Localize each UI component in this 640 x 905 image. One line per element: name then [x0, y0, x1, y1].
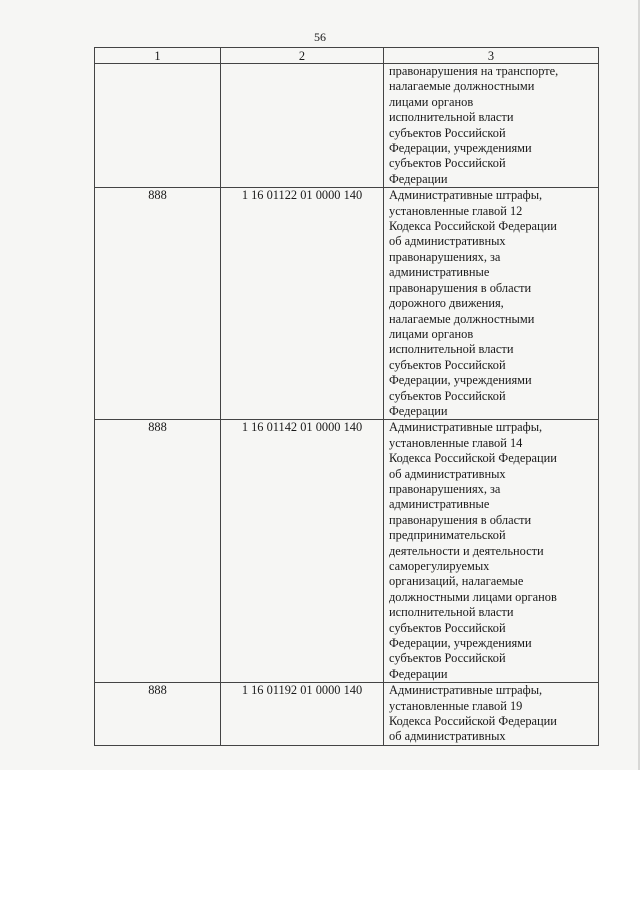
description-line: исполнительной власти [389, 605, 514, 620]
table-row [95, 188, 599, 420]
column-header-3: 3 [384, 48, 599, 64]
cell-budget-code: 1 16 01142 01 0000 140 [221, 420, 384, 683]
table-row [95, 64, 599, 188]
description-line: правонарушения в области [389, 280, 532, 295]
description-line: налагаемые должностными [389, 311, 535, 326]
description-line: правонарушениях, за [389, 249, 501, 264]
document-table [94, 47, 599, 746]
description-line: Административные штрафы, [389, 420, 543, 435]
description-line: субъектов Российской [389, 357, 506, 372]
table-header-row [95, 48, 599, 64]
cell-description [384, 683, 599, 746]
description-line: субъектов Российской [389, 388, 506, 403]
table-body [95, 64, 599, 746]
page-number: 56 [314, 30, 326, 44]
table-row [95, 683, 599, 746]
description-line: установленные главой 19 [389, 698, 523, 713]
description-line: правонарушениях, за [389, 481, 501, 496]
description-line: саморегулируемых [389, 559, 490, 573]
description-line: об административных [389, 234, 506, 249]
cell-description [384, 64, 599, 188]
description-line: Административные штрафы, [389, 188, 543, 203]
cell-budget-code: 1 16 01122 01 0000 140 [221, 188, 384, 420]
description-line: субъектов Российской [389, 620, 506, 635]
description-line: Кодекса Российской Федерации [389, 714, 557, 729]
description-line: об административных [389, 729, 506, 744]
description-line: лицами органов [389, 326, 474, 341]
description-line: должностными лицами органов [389, 589, 557, 604]
description-line: установленные главой 12 [389, 203, 523, 218]
description-line: организаций, налагаемые [389, 574, 524, 589]
cell-budget-code [221, 64, 384, 188]
description-line: субъектов Российской [389, 156, 506, 171]
column-header-1: 1 [95, 48, 221, 64]
description-line: Федерации, учреждениями [389, 373, 532, 388]
description-line: Федерации [389, 403, 448, 418]
description-line: дорожного движения, [389, 296, 504, 311]
cell-description [384, 188, 599, 420]
description-line: правонарушения в области [389, 512, 532, 527]
description-line: Кодекса Российской Федерации [389, 219, 557, 234]
description-line: субъектов Российской [389, 125, 506, 140]
description-line: лицами органов [389, 94, 474, 109]
description-line: субъектов Российской [389, 651, 506, 666]
description-line: исполнительной власти [389, 110, 514, 125]
cell-description [384, 420, 599, 683]
description-line: административные [389, 497, 490, 512]
cell-admin-code: 888 [95, 420, 221, 683]
description-line: предпринимательской [389, 528, 506, 543]
description-line: Административные штрафы, [389, 683, 543, 698]
description-line: об административных [389, 466, 506, 481]
column-header-2: 2 [221, 48, 384, 64]
description-line: Федерации, учреждениями [389, 141, 532, 156]
description-line: налагаемые должностными [389, 79, 535, 94]
description-line: Кодекса Российской Федерации [389, 451, 557, 466]
description-line: установленные главой 14 [389, 435, 523, 450]
cell-admin-code: 888 [95, 683, 221, 746]
cell-budget-code: 1 16 01192 01 0000 140 [221, 683, 384, 746]
description-line: Федерации, учреждениями [389, 636, 532, 651]
table-row [95, 420, 599, 683]
description-line: деятельности и деятельности [389, 543, 544, 558]
description-line: административные [389, 265, 490, 280]
cell-admin-code [95, 64, 221, 188]
description-line: правонарушения на транспорте, [389, 64, 559, 78]
blank-area [0, 770, 640, 905]
description-line: исполнительной власти [389, 342, 514, 357]
description-line: Федерации [389, 171, 448, 186]
document-table-wrapper [94, 47, 598, 746]
cell-admin-code: 888 [95, 188, 221, 420]
description-line: Федерации [389, 666, 448, 681]
